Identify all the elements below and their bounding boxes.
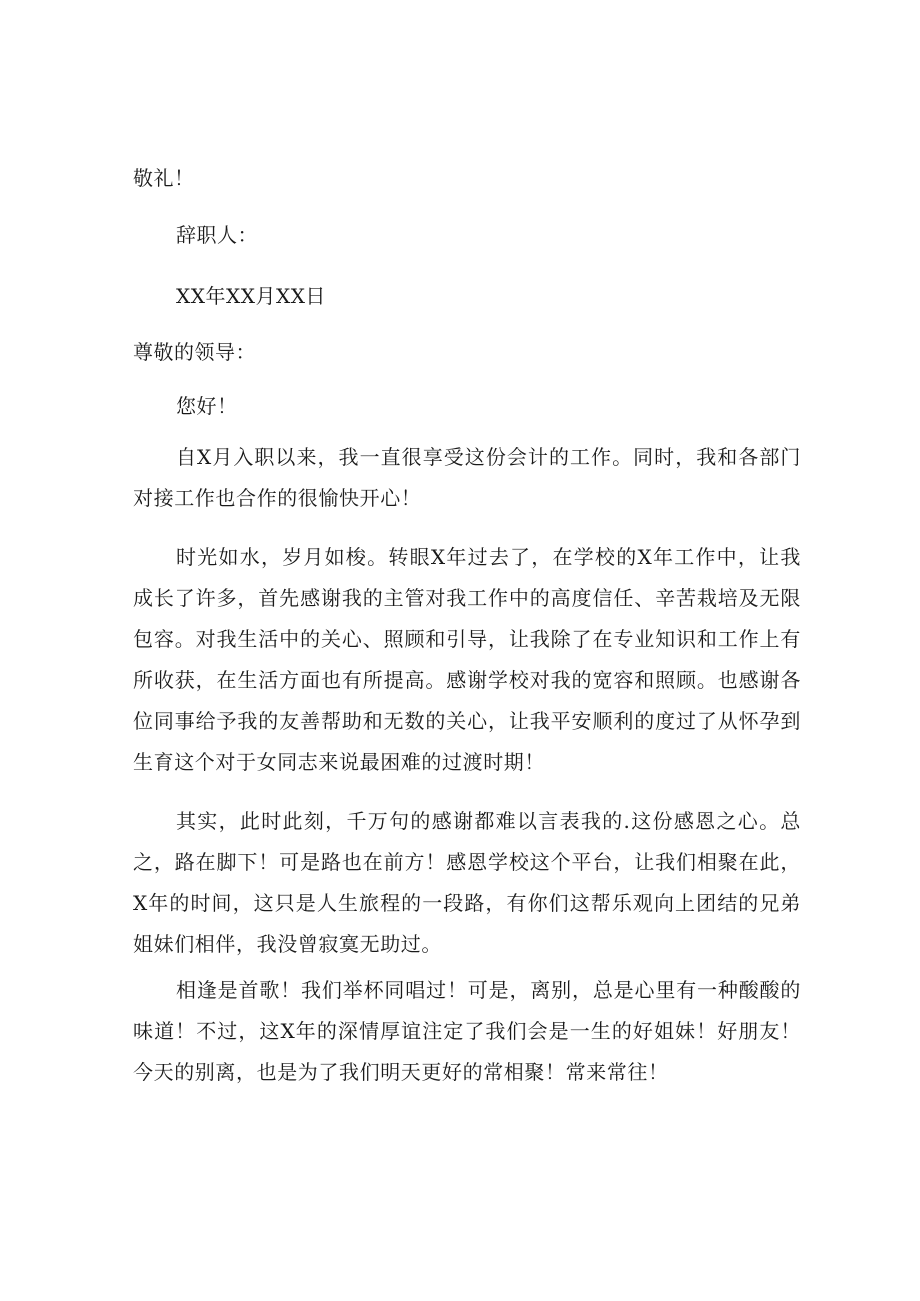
paragraph-4: 相逢是首歌！我们举杯同唱过！可是，离别，总是心里有一种酸酸的味道！不过，这X年的深情厚谊注定了我们会是一生的好姐妹！好朋友！今天的别离，也是为了我们明天更好的常相聚！常来常往！	[133, 978, 801, 1084]
paragraph-2: 时光如水，岁月如梭。转眼X年过去了，在学校的X年工作中，让我成长了许多，首先感谢我的主管对我工作中的高度信任、辛苦栽培及无限包容。对我生活中的关心、照顾和引导，让我除了在专业知识和工作上有所收获，在生活方面也有所提高。感谢学校对我的宽容和照顾。也感谢各位同事给予我的友善帮助和无数的关心，让我平安顺利的度过了从怀孕到生育这个对于女同志来说最困难的过渡时期！	[133, 545, 801, 774]
closing-line: 敬礼！	[133, 166, 195, 190]
signature-label: 辞职人：	[176, 223, 258, 247]
date-line: XX年XX月XX日	[176, 284, 326, 308]
paragraph-1: 自X月入职以来，我一直很享受这份会计的工作。同时，我和各部门对接工作也合作的很愉快开心！	[133, 445, 801, 510]
salutation: 尊敬的领导：	[133, 340, 256, 364]
paragraph-3: 其实，此时此刻，千万句的感谢都难以言表我的.这份感恩之心。总之，路在脚下！可是路也在前方！感恩学校这个平台，让我们相聚在此，X年的时间，这只是人生旅程的一段路，有你们这帮乐观向上团结的兄弟姐妹们相伴，我没曾寂寞无助过。	[133, 809, 801, 956]
greeting: 您好！	[176, 394, 238, 418]
